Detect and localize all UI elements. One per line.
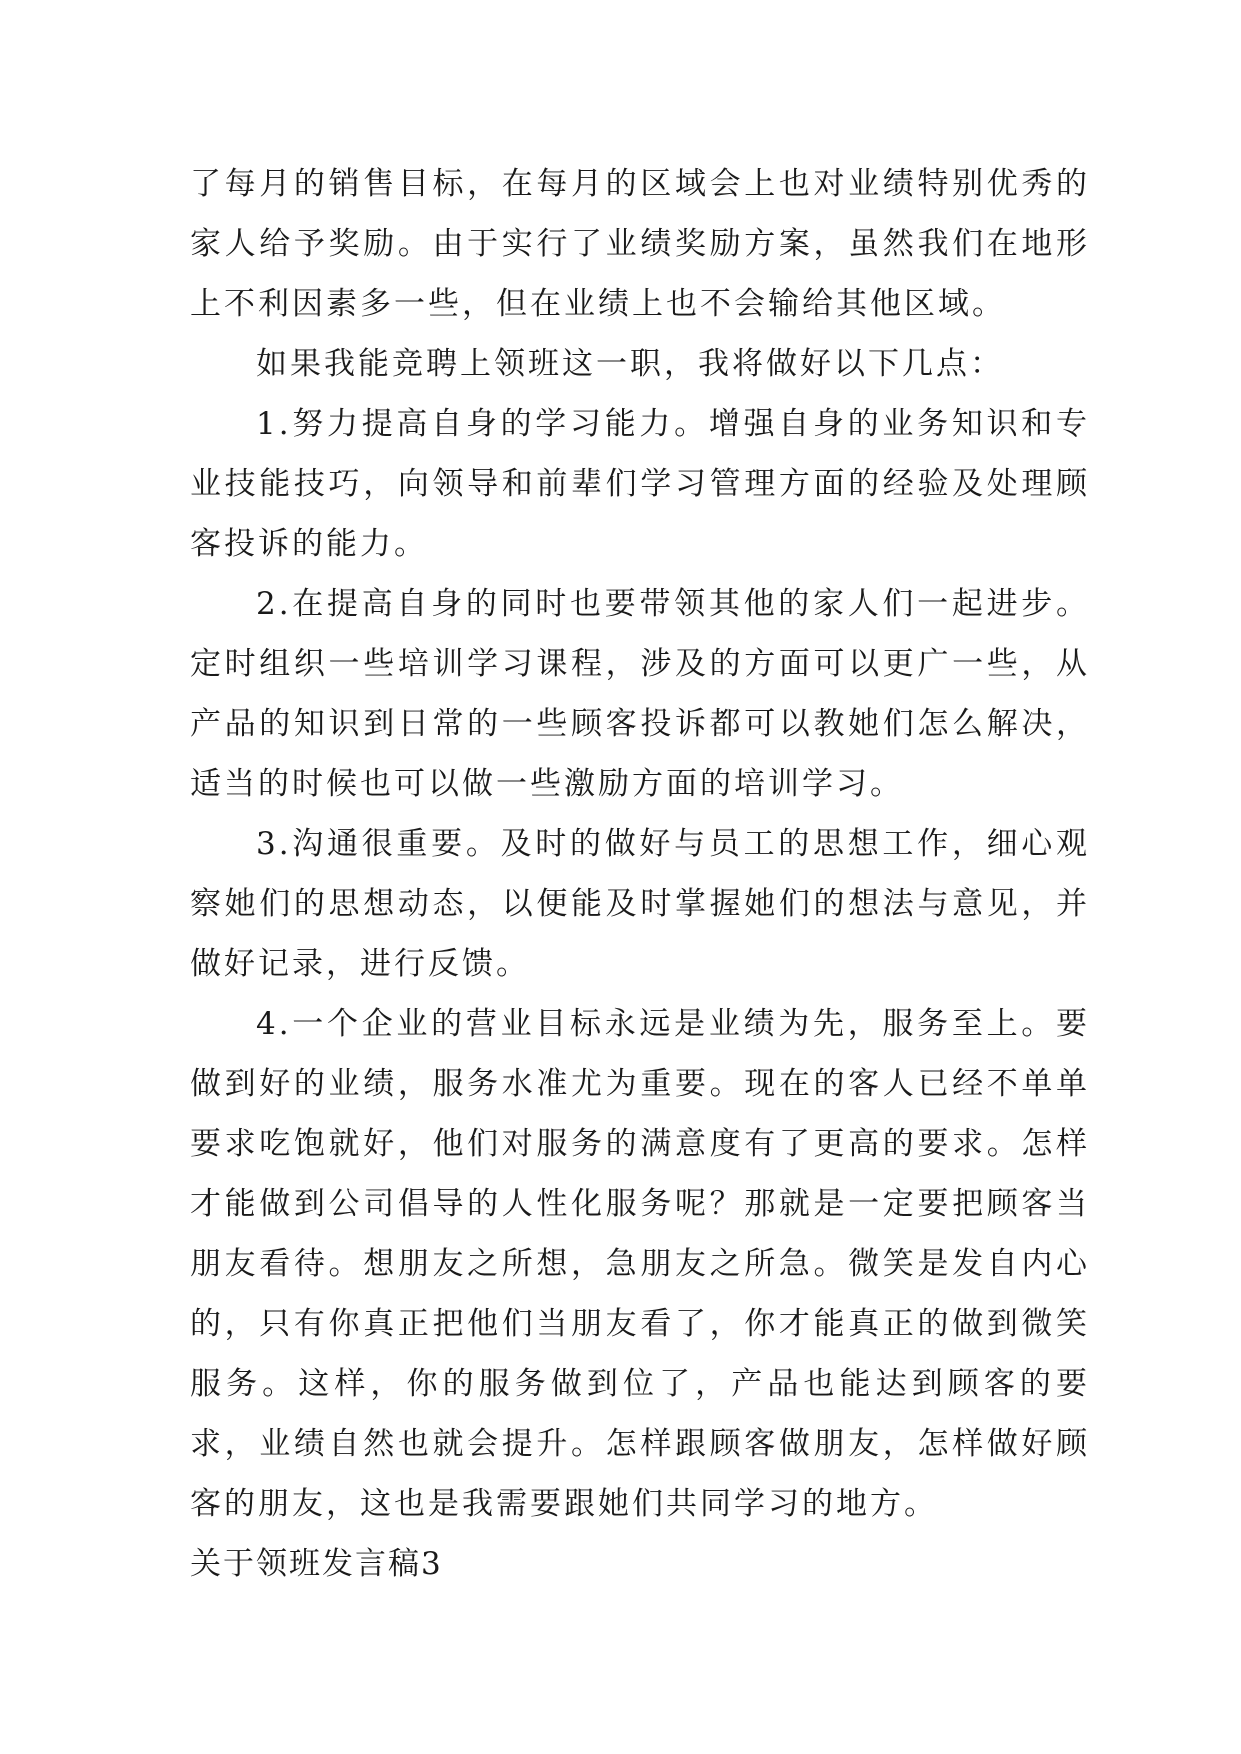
paragraph-1: 了每月的销售目标，在每月的区域会上也对业绩特别优秀的家人给予奖励。由于实行了业绩奖励方案，虽然我们在地形上不利因素多一些，但在业绩上也不会输给其他区域。 [190, 166, 1090, 322]
paragraph-5: 3.沟通很重要。及时的做好与员工的思想工作，细心观察她们的思想动态，以便能及时掌握她们的想法与意见，并做好记录，进行反馈。 [190, 826, 1090, 982]
paragraph-4: 2.在提高自身的同时也要带领其他的家人们一起进步。定时组织一些培训学习课程，涉及的方面可以更广一些，从产品的知识到日常的一些顾客投诉都可以教她们怎么解决，适当的时候也可以做一些激励方面的培训学习。 [190, 586, 1090, 802]
document-body [190, 154, 1090, 1594]
paragraph-3: 1.努力提高自身的学习能力。增强自身的业务知识和专业技能技巧，向领导和前辈们学习管理方面的经验及处理顾客投诉的能力。 [190, 406, 1090, 562]
section-heading: 关于领班发言稿3 [190, 1546, 443, 1582]
paragraph-6: 4.一个企业的营业目标永远是业绩为先，服务至上。要做到好的业绩，服务水准尤为重要。现在的客人已经不单单要求吃饱就好，他们对服务的满意度有了更高的要求。怎样才能做到公司倡导的人性化服务呢？那就是一定要把顾客当朋友看待。想朋友之所想，急朋友之所急。微笑是发自内心的，只有你真正把他们当朋友看了，你才能真正的做到微笑服务。这样，你的服务做到位了，产品也能达到顾客的要求，业绩自然也就会提升。怎样跟顾客做朋友，怎样做好顾客的朋友，这也是我需要跟她们共同学习的地方。 [190, 1006, 1090, 1522]
paragraph-2: 如果我能竞聘上领班这一职，我将做好以下几点： [256, 346, 1004, 382]
